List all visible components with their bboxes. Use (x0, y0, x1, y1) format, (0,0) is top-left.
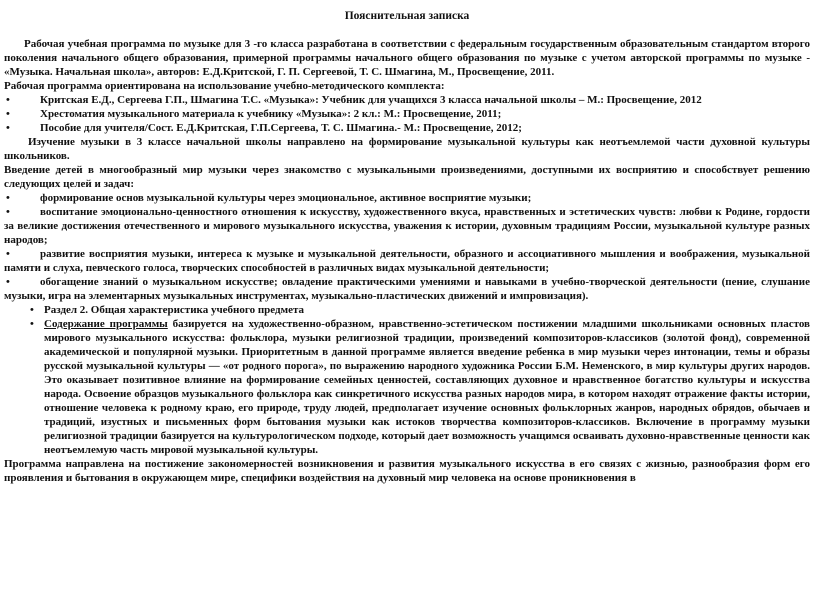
section-paragraph: • Содержание программы базируется на художественно-образном, нравственно-эстетическом постижении младшими школьниками основных пластов мирового музыкального искусства: фольклора, музыки религиозной традиции, произведений композиторов-классиков (золотой фонд), современной академической и популярной музыки. Приоритетным в данной программе является введение ребенка в мир музыки через интонации, темы и образы русской музыкальной культуры — «от родного порога», по выражению народного художника России Б.М. Неменского, в мир культуры других народов. Это оказывает позитивное влияние на формирование семейных ценностей, составляющих духовное и нравственное богатство культуры и искусства народа. Освоение образцов музыкального фольклора как синкретичного искусства разных народов мира, в котором находят отражение факты истории, отношение человека к родному краю, его природе, труду людей, предполагает изучение основных фольклорных жанров, народных обрядов, обычаев и традиций, изустных и письменных форм бытования музыки как истоков творчества композиторов-классиков. Включение в программу музыки религиозной традиции базируется на культурологическом подходе, который дает возможность учащимся осваивать духовно-нравственные ценности как неотъемлемую часть мировой музыкальной культуры. (30, 318, 810, 456)
kit-list (4, 93, 810, 135)
closing-paragraph: Программа направлена на постижение закономерностей возникновения и развития музыкального искусства в его связях с жизнью, разнообразия форм его проявления и бытования в окружающем мире, специфики воздействия на духовный мир человека на основе проникновения в (4, 458, 810, 484)
list-item: • обогащение знаний о музыкальном искусстве; овладение практическими умениями и навыками в учебно-творческой деятельности (пение, слушание музыки, игра на элементарных музыкальных инструментах, музыкально-пластических движений и импровизация). (4, 276, 810, 302)
bullet-icon: • (6, 248, 10, 260)
bullet-icon: • (30, 318, 34, 330)
list-item: • развитие восприятия музыки, интереса к музыке и музыкальной деятельности, образного и ассоциативного мышления и воображения, музыкальной памяти и слуха, певческого голоса, творческих способностей в различных видах музыкальной деятельности; (4, 248, 810, 274)
page-title: Пояснительная записка (344, 10, 470, 22)
intro-paragraph: Рабочая учебная программа по музыке для 3 -го класса разработана в соответствии с федеральным государственным образовательным стандартом второго поколения начального общего образования, примерной программы начального общего образования по музыке с учетом авторской программы по музыке - «Музыка. Начальная школа», авторов: Е.Д.Критской, Г. П. Сергеевой, Т. С. Шмагина, М., Просвещение, 2011. (4, 38, 810, 78)
goal-paragraph: Изучение музыки в 3 классе начальной школы направлено на формирование музыкальной культуры как неотъемлемой части духовной культуры школьников. (4, 136, 810, 162)
list-item: • формирование основ музыкальной культуры через эмоциональное, активное восприятие музыки; (6, 192, 532, 204)
list-item: • воспитание эмоционально-ценностного отношения к искусству, художественного вкуса, нравственных и эстетических чувств: любви к Родине, гордости за великие достижения отечественного и мирового музыкального искусства, уважения к истории, духовным традициям России, музыкальной культуре разных народов; (4, 206, 810, 246)
tasks-intro: Введение детей в многообразный мир музыки через знакомство с музыкальными произведениями, доступными их восприятию и способствует решению следующих целей и задач: (4, 164, 810, 190)
section-heading: • Раздел 2. Общая характеристика учебного предмета (30, 304, 305, 316)
bullet-icon: • (6, 94, 10, 106)
list-item: • Хрестоматия музыкального материала к учебнику «Музыка»: 2 кл.: М.: Просвещение, 2011; (6, 108, 502, 120)
section-lead: Содержание программы (44, 318, 168, 330)
bullet-icon: • (6, 122, 10, 134)
task-list (4, 191, 810, 303)
section2-list (4, 303, 810, 457)
list-item: • Пособие для учителя/Сост. Е.Д.Критская, Г.П.Сергеева, Т. С. Шмагина.- М.: Просвещение, 2012; (6, 122, 522, 134)
bullet-icon: • (6, 206, 10, 218)
kit-heading: Рабочая программа ориентирована на использование учебно-методического комплекта: (4, 80, 445, 92)
bullet-icon: • (6, 276, 10, 288)
bullet-icon: • (6, 192, 10, 204)
list-item: • Критская Е.Д., Сергеева Г.П., Шмагина Т.С. «Музыка»: Учебник для учащихся 3 класса начальной школы – М.: Просвещение, 2012 (6, 94, 702, 106)
bullet-icon: • (6, 108, 10, 120)
bullet-icon: • (30, 304, 34, 316)
